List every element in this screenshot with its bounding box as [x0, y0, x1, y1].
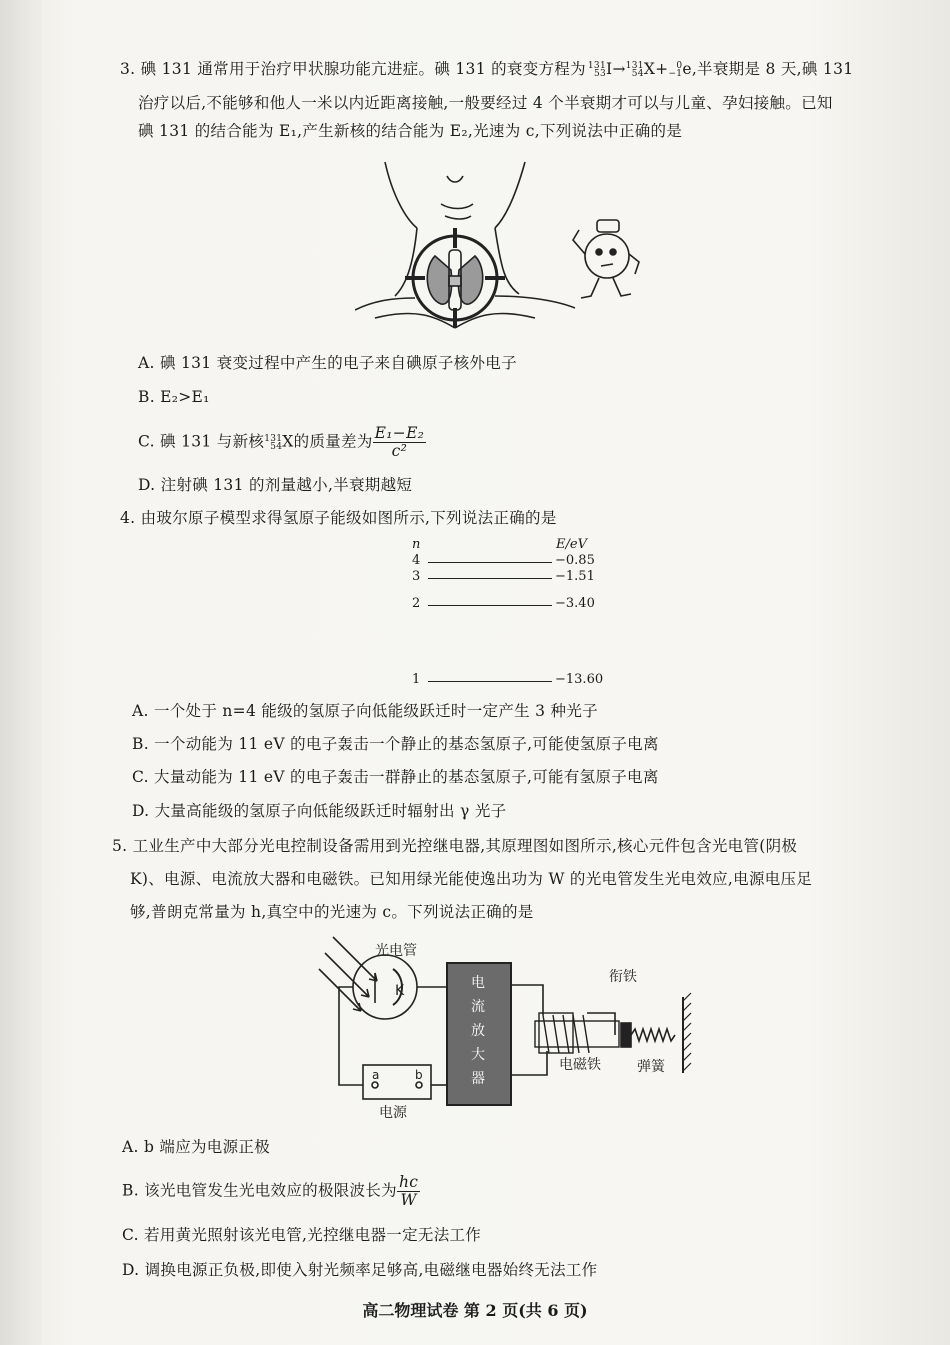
page-fold-shadow [0, 0, 42, 1345]
phototube-bulb [353, 955, 417, 1019]
level-1-energy: −13.60 [555, 672, 604, 687]
level-3-line [428, 578, 552, 579]
q3-optc-x-indices: 131 54 [264, 433, 283, 452]
q3-optc-fraction: $\frac{\text{E₁−E₂}}{\text{c²}}$ [374, 424, 425, 460]
spring [631, 1029, 675, 1041]
q5-optb-fraction: $\frac{hc}{W}$ [398, 1173, 419, 1209]
q5-option-d: D. 调换电源正负极,即使入射光频率足够高,电磁继电器始终无法工作 [122, 1261, 598, 1279]
electromagnet-label: 电磁铁 [559, 1057, 601, 1073]
phototube-label: 光电管 [375, 943, 417, 959]
q4-option-c: C. 大量动能为 11 eV 的电子轰击一群静止的基态氢原子,可能有氢原子电离 [132, 768, 659, 786]
page-footer: 高二物理试卷 第 2 页(共 6 页) [362, 1301, 588, 1320]
amplifier-char-4: 大 [471, 1047, 485, 1063]
q3-option-b: B. E₂>E₁ [138, 388, 210, 406]
q5-option-b: B. 该光电管发生光电效应的极限波长为 $\frac{hc}{W}$ [122, 1173, 419, 1209]
level-3-energy: −1.51 [555, 569, 595, 584]
q3-option-d: D. 注射碘 131 的剂量越小,半衰期越短 [138, 476, 413, 494]
level-2-n: 2 [412, 596, 421, 611]
amplifier-char-1: 电 [471, 975, 485, 991]
q4-option-d: D. 大量高能级的氢原子向低能级跃迁时辐射出 γ 光子 [132, 802, 507, 820]
thyroid-illustration [355, 158, 655, 340]
jaw-right [495, 162, 525, 228]
spring-label: 弹簧 [637, 1059, 665, 1075]
cartoon-hat [597, 220, 619, 232]
photoelectric-relay-circuit [315, 925, 715, 1125]
q3-line3: 碘 131 的结合能为 E₁,产生新核的结合能为 E₂,光速为 c,下列说法中正确的是 [138, 122, 683, 140]
q5-line1: 5. 工业生产中大部分光电控制设备需用到光控继电器,其原理图如图所示,核心元件包含光电管(阴极 [112, 837, 798, 855]
cathode-label: K [395, 983, 405, 999]
q3-option-c: C. 碘 131 与新核 131 54 X的质量差为 $\frac{\text{E₁−E₂}}{\text{c²}}$ [138, 424, 425, 460]
q4-option-a: A. 一个处于 n=4 能级的氢原子向低能级跃迁时一定产生 3 种光子 [132, 702, 598, 720]
q4-option-b: B. 一个动能为 11 eV 的电子轰击一个静止的基态氢原子,可能使氢原子电离 [132, 735, 659, 753]
q5-option-c: C. 若用黄光照射该光电管,光控继电器一定无法工作 [122, 1226, 482, 1244]
light-ray-2 [325, 953, 369, 997]
amplifier-char-5: 器 [471, 1071, 485, 1087]
terminal-a-label: a [372, 1068, 380, 1082]
q5-line3: 够,普朗克常量为 h,真空中的光速为 c。下列说法正确的是 [130, 903, 534, 921]
q3-line1: 3. 碘 131 通常用于治疗甲状腺功能亢进症。碘 131 的衰变方程为 131 53 I→ 131 54 X+ 0 −1 e,半衰期是 8 天,碘 131 [120, 60, 854, 79]
level-2-line [428, 605, 552, 606]
terminal-b-label: b [415, 1068, 423, 1082]
q4-stem: 4. 由玻尔原子模型求得氢原子能级如图所示,下列说法正确的是 [120, 509, 557, 527]
q5-line2: K)、电源、电流放大器和电磁铁。已知用绿光能使逸出功为 W 的光电管发生光电效应,电源电压足 [130, 870, 813, 888]
level-3-n: 3 [412, 569, 421, 584]
q3-eq-iodine-indices: 131 53 [587, 61, 606, 79]
q3-eq-x-indices: 131 54 [625, 61, 644, 79]
jaw-left [385, 162, 417, 228]
level-4-n: 4 [412, 553, 421, 568]
level-1-line [428, 681, 552, 682]
q3-option-a: A. 碘 131 衰变过程中产生的电子来自碘原子核外电子 [138, 354, 517, 372]
armature [621, 1023, 631, 1047]
level-4-energy: −0.85 [555, 553, 595, 568]
level-1-n: 1 [412, 672, 421, 687]
level-4-line [428, 562, 552, 563]
amplifier-char-3: 放 [471, 1023, 485, 1039]
energy-axis-label: E/eV [556, 537, 587, 552]
q3-eq-e-indices: 0 −1 [668, 61, 683, 79]
power-label: 电源 [379, 1105, 407, 1121]
armature-label: 衔铁 [609, 969, 637, 985]
cartoon-iodine-character [585, 234, 629, 278]
q5-option-a: A. b 端应为电源正极 [122, 1138, 270, 1156]
amplifier-char-2: 流 [471, 999, 485, 1015]
q3-line2: 治疗以后,不能够和他人一米以内近距离接触,一般要经过 4 个半衰期才可以与儿童、孕妇接触。已知 [138, 94, 833, 112]
n-axis-label: n [412, 537, 421, 552]
level-2-energy: −3.40 [555, 596, 595, 611]
